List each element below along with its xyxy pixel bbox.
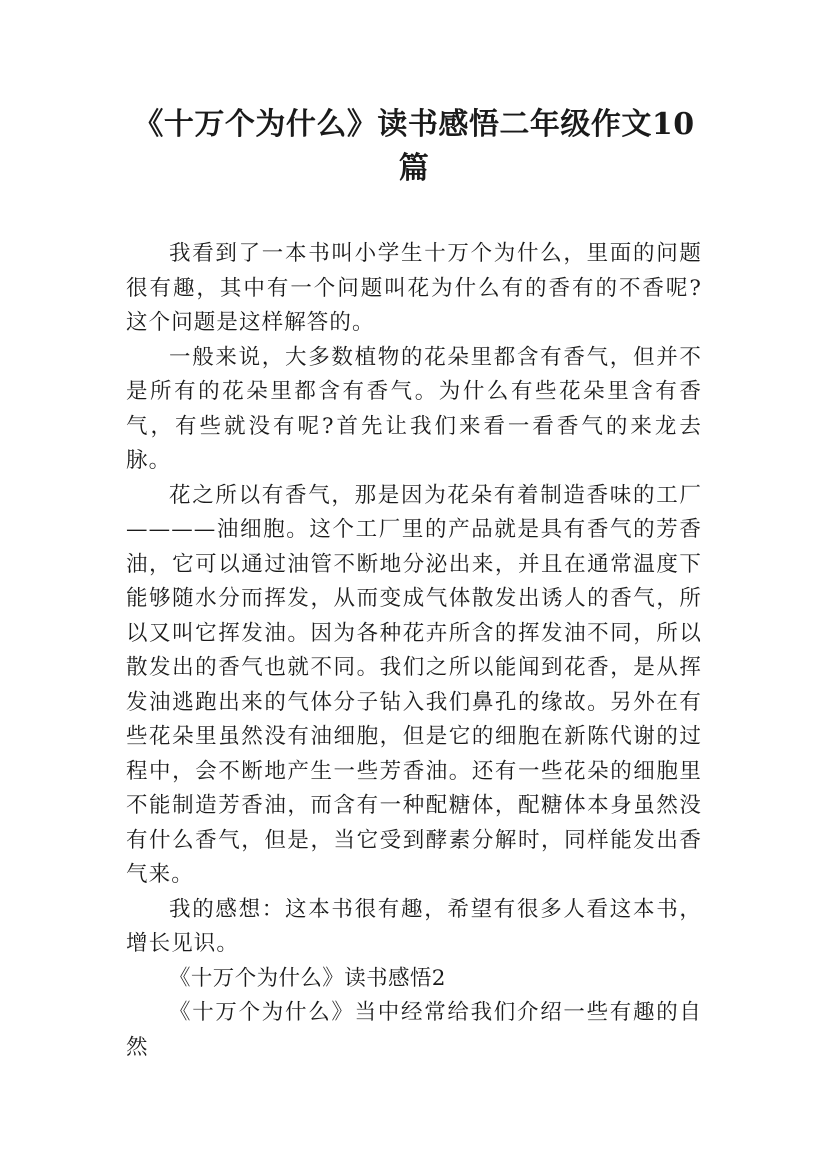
paragraph-reflection: 我的感想：这本书很有趣，希望有很多人看这本书，增长见识。	[126, 896, 702, 956]
document-title: 《十万个为什么》读书感悟二年级作文10篇	[133, 107, 695, 186]
paragraph-intro: 我看到了一本书叫小学生十万个为什么，里面的问题很有趣，其中有一个问题叫花为什么有的香有的不香呢?这个问题是这样解答的。	[126, 241, 702, 335]
paragraph-fragrance-explanation: 花之所以有香气，那是因为花朵有着制造香味的工厂————油细胞。这个工厂里的产品就是具有香气的芳香油，它可以通过油管不断地分泌出来，并且在通常温度下能够随水分而挥发，从而变成气体散发出诱人的香气，所以又叫它挥发油。因为各种花卉所含的挥发油不同，所以散发出的香气也就不同。我们之所以能闻到花香，是从挥发油逃跑出来的气体分子钻入我们鼻孔的缘故。另外在有些花朵里虽然没有油细胞，但是它的细胞在新陈代谢的过程中，会不断地产生一些芳香油。还有一些花朵的细胞里不能制造芳香油，而含有一种配糖体，配糖体本身虽然没有什么香气，但是，当它受到酵素分解时，同样能发出香气来。	[126, 482, 702, 887]
paragraph-fragrance-question: 一般来说，大多数植物的花朵里都含有香气，但并不是所有的花朵里都含有香气。为什么有些花朵里含有香气，有些就没有呢?首先让我们来看一看香气的来龙去脉。	[126, 344, 702, 473]
paragraph-essay-2-start: 《十万个为什么》当中经常给我们介绍一些有趣的自然	[126, 1000, 702, 1060]
document-body	[126, 237, 702, 1065]
section-heading-2: 《十万个为什么》读书感悟2	[169, 965, 446, 991]
